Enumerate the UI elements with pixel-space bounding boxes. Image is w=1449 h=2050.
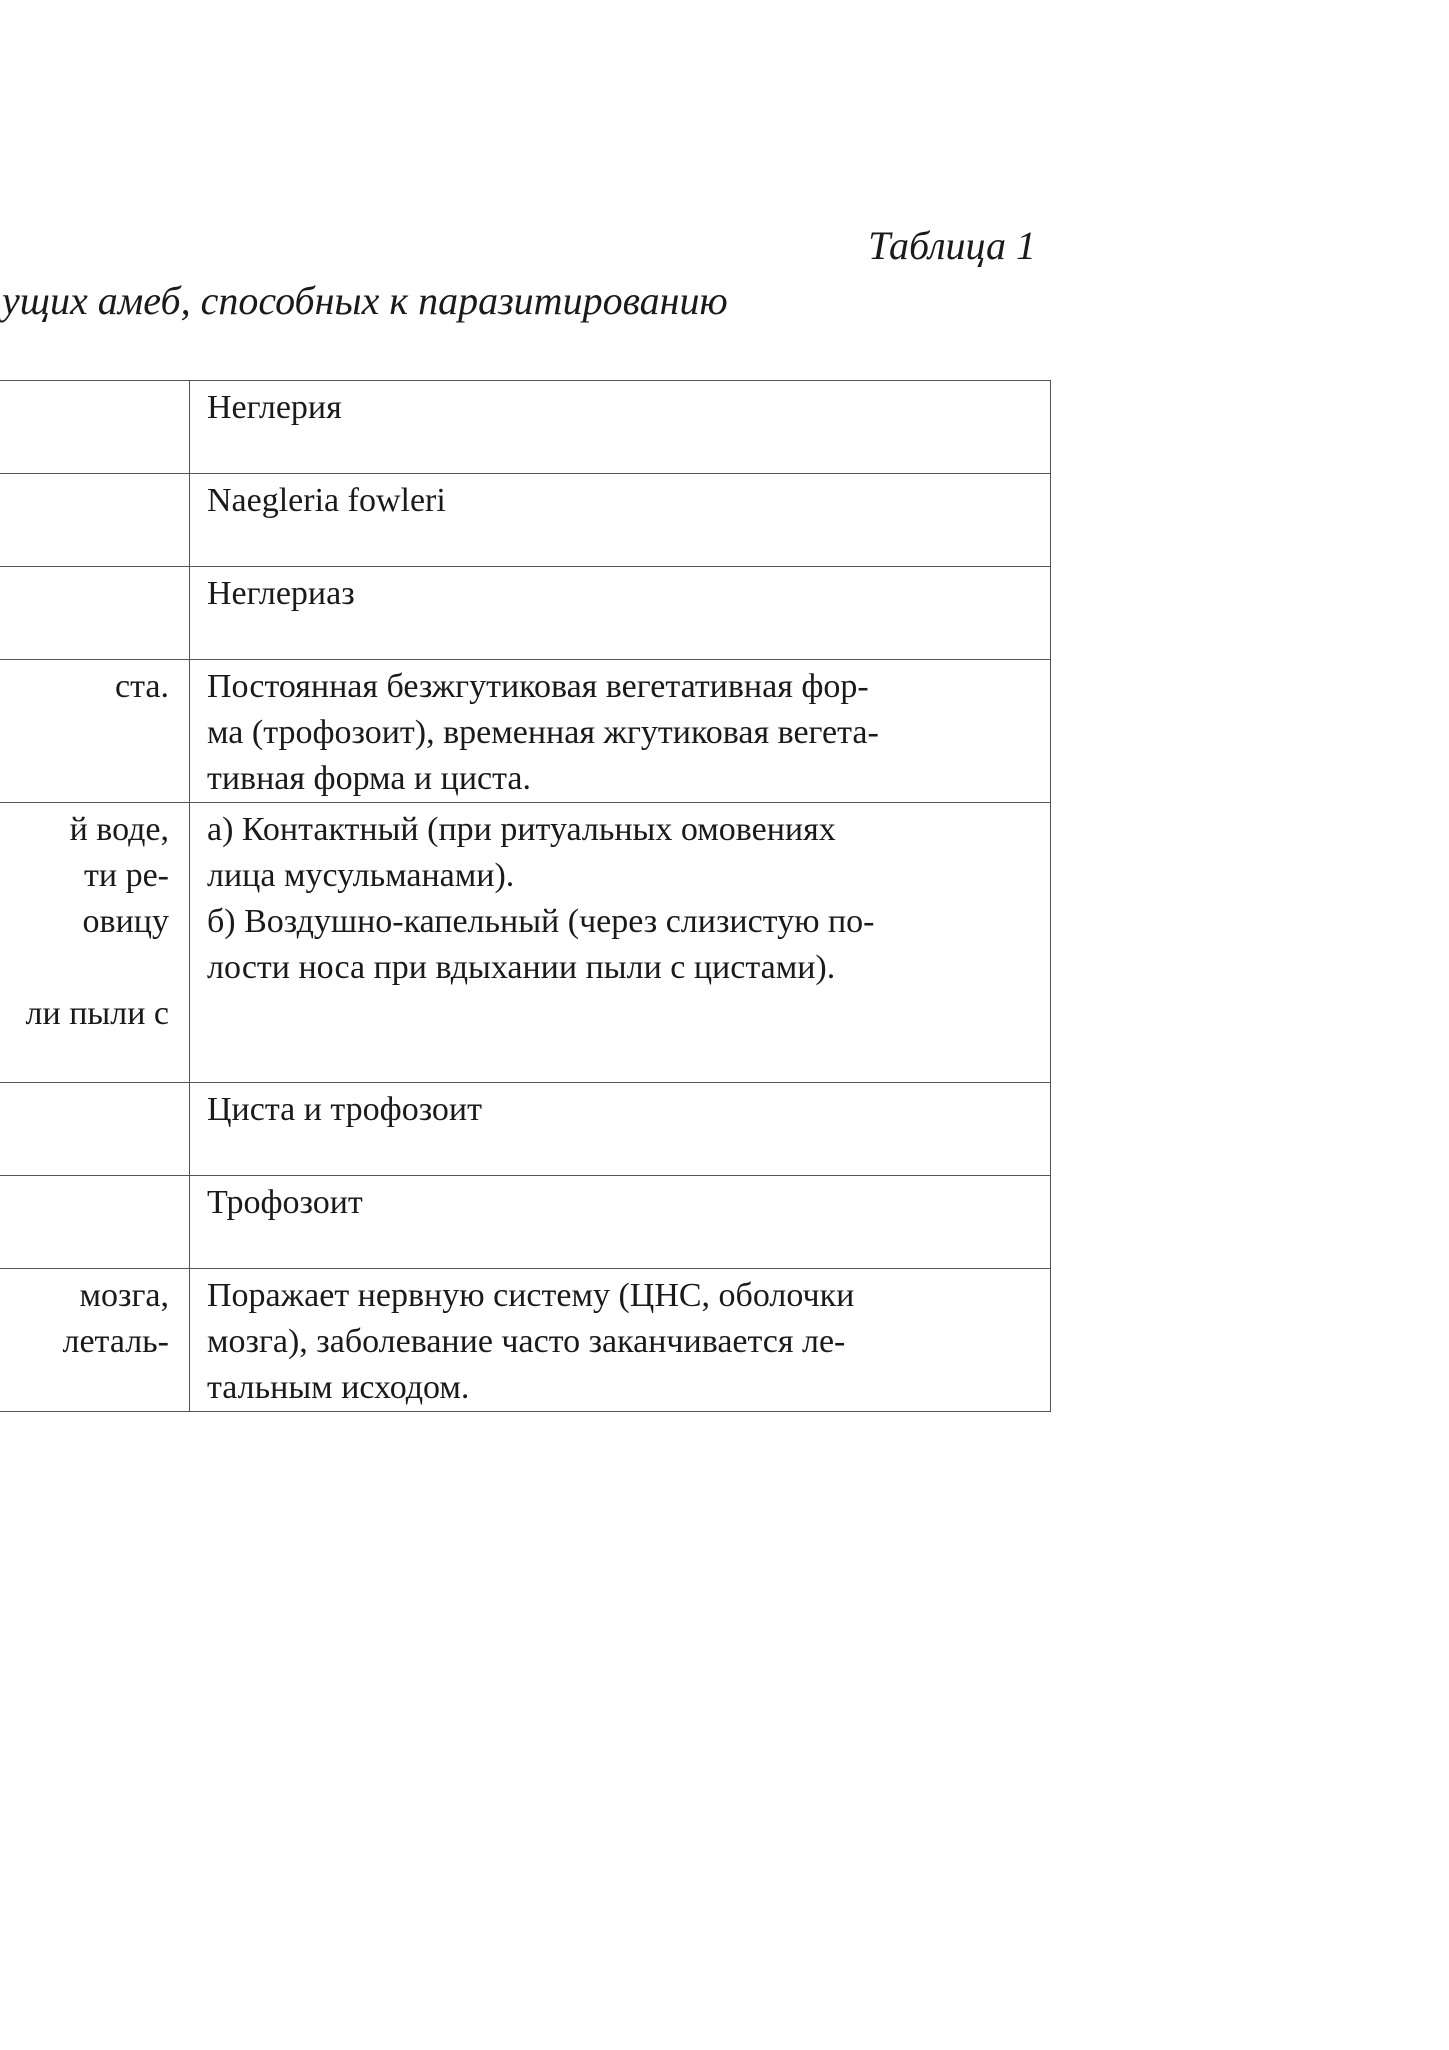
right-cell bbox=[190, 1269, 1051, 1412]
cell-line: тальным исходом. bbox=[207, 1369, 470, 1406]
table-row bbox=[0, 1083, 1051, 1176]
table-row bbox=[0, 803, 1051, 1083]
left-cell bbox=[0, 1083, 190, 1176]
cell-line: Неглериаз bbox=[207, 575, 355, 612]
cell-line: Поражает нервную систему (ЦНС, оболочки bbox=[207, 1277, 855, 1314]
cell-line: мозга), заболевание часто заканчивается ле- bbox=[207, 1323, 846, 1360]
cell-line: леталь- bbox=[62, 1323, 169, 1360]
cell-line: Циста и трофозоит bbox=[207, 1091, 482, 1128]
cell-line: Неглерия bbox=[207, 389, 342, 426]
right-cell bbox=[190, 474, 1051, 567]
cell-line: Трофозоит bbox=[207, 1184, 363, 1221]
right-cell bbox=[190, 1083, 1051, 1176]
right-cell bbox=[190, 803, 1051, 1083]
cell-line: а) Контактный (при ритуальных омовениях bbox=[207, 811, 836, 848]
left-cell bbox=[0, 381, 190, 474]
cell-line: й воде, bbox=[69, 811, 169, 848]
cell-line: мозга, bbox=[79, 1277, 169, 1314]
right-cell bbox=[190, 660, 1051, 803]
table-row bbox=[0, 381, 1051, 474]
table-row bbox=[0, 1269, 1051, 1412]
left-cell bbox=[0, 567, 190, 660]
cell-line: ма (трофозоит), временная жгутиковая вегета- bbox=[207, 714, 879, 751]
cell-line: ста. bbox=[115, 668, 169, 705]
right-cell bbox=[190, 381, 1051, 474]
amoeba-table bbox=[0, 380, 1051, 1412]
table-caption: Таблица 1 bbox=[868, 223, 1036, 268]
table-row bbox=[0, 1176, 1051, 1269]
left-cell bbox=[0, 1176, 190, 1269]
cell-line: Naegleria fowleri bbox=[207, 482, 446, 519]
table-row bbox=[0, 474, 1051, 567]
left-cell bbox=[0, 1269, 190, 1412]
cell-line: ти ре- bbox=[84, 857, 169, 894]
table-row bbox=[0, 567, 1051, 660]
cell-line: овицу bbox=[82, 903, 169, 940]
left-cell bbox=[0, 474, 190, 567]
cell-line: б) Воздушно-капельный (через слизистую по- bbox=[207, 903, 875, 940]
right-cell bbox=[190, 567, 1051, 660]
cell-line: Постоянная безжгутиковая вегетативная фор- bbox=[207, 668, 869, 705]
cell-line: лица мусульманами). bbox=[207, 857, 515, 894]
cell-line: тивная форма и циста. bbox=[207, 760, 531, 797]
left-cell bbox=[0, 803, 190, 1083]
table-row bbox=[0, 660, 1051, 803]
cell-line bbox=[0, 945, 169, 991]
table-title: ущих амеб, способных к паразитированию bbox=[2, 278, 728, 323]
cell-line: лости носа при вдыхании пыли с цистами). bbox=[207, 949, 836, 986]
cell-line: ли пыли с bbox=[25, 995, 169, 1032]
left-cell bbox=[0, 660, 190, 803]
right-cell bbox=[190, 1176, 1051, 1269]
